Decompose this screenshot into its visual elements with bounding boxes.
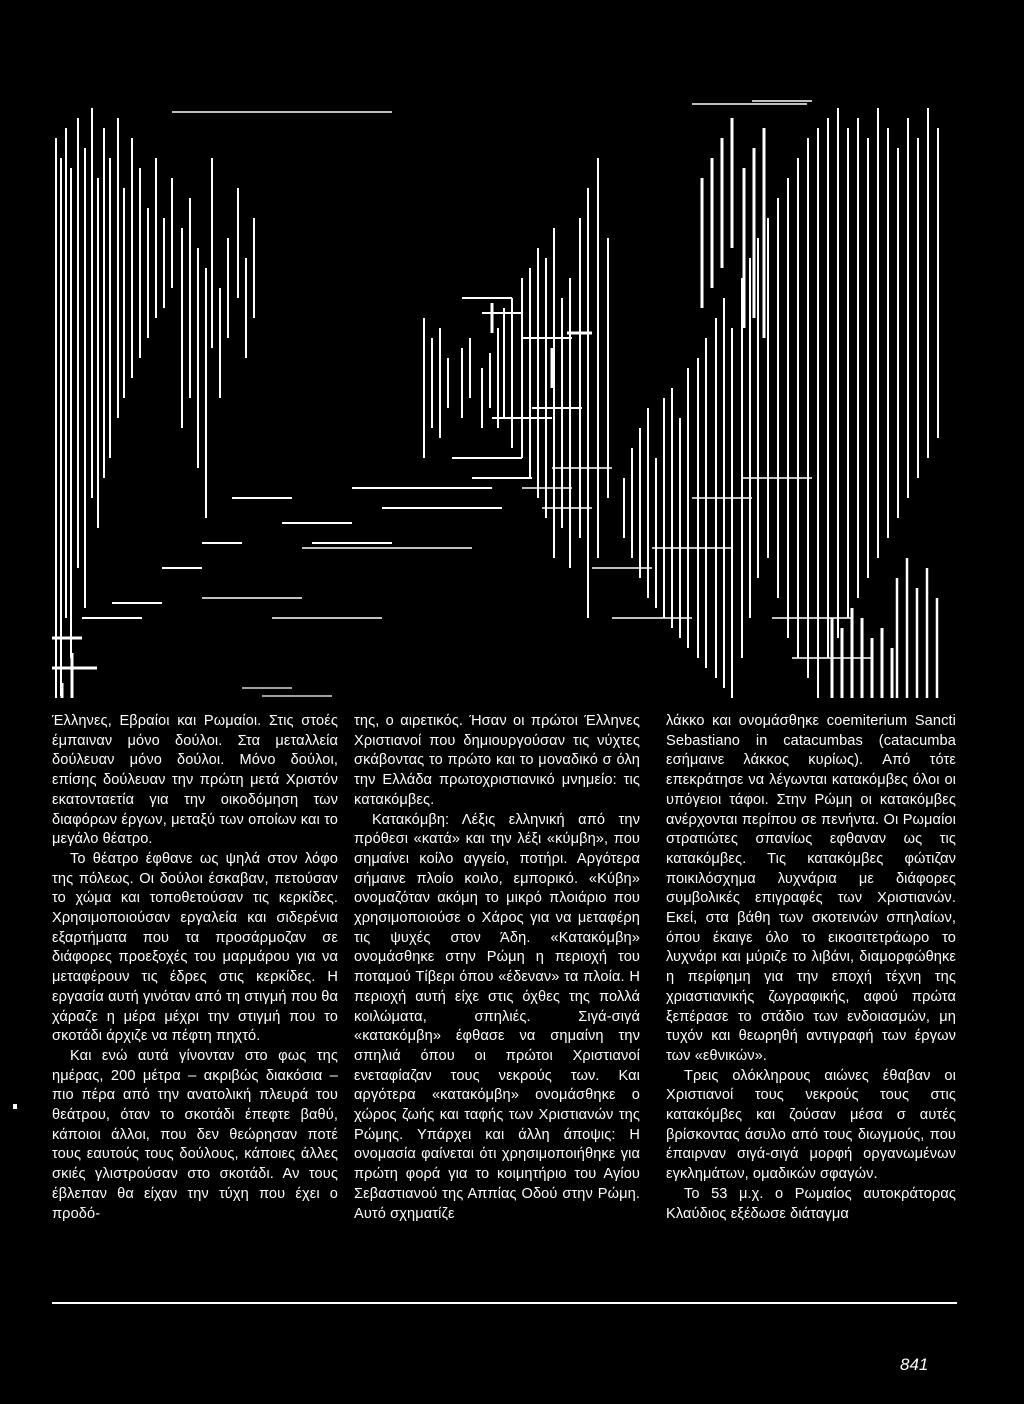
- page-number: 841: [900, 1355, 929, 1374]
- paragraph: Το θέατρο έφθανε ως ψηλά στον λόφο της πόλεως. Οι δούλοι έσκαβαν, πετούσαν το χώμα και τοποθετούσαν τις κερκίδες. Χρησιμοποιούσαν εργαλεία και σιδερένια εξαρτήματα που τα προσάρμοζαν σε διάφορες προεξοχές του μαρμάρου για να μεταφέρουν τις έδρες στις κερκίδες. Η εργασία αυτή γινόταν από τη στιγμή που θα χάραζε η μέρα μέχρι την στιγμή που το σκοτάδι άρχιζε να πέφτη πηχτό.: [52, 850, 338, 1045]
- text-column-3: [666, 712, 956, 1224]
- paragraph: Και ενώ αυτά γίνονταν στο φως της ημέρας, 200 μέτρα – ακριβώς διακόσια – πιο πέρα από την ανατολική πλευρά του θεάτρου, όταν το σκοτάδι έπεφτε βαθύ, κάποιοι άλλοι, που δεν θεώρησαν ποτέ τους εαυτούς τους δούλους, κάποιες άλλες σκιές γλιστρούσαν στο σκοτάδι. Αν τους έβλεπαν θα είχαν την τύχη που έχει ο προδό-: [52, 1047, 338, 1222]
- margin-mark: [13, 1104, 17, 1109]
- footer-rule: [52, 1302, 957, 1304]
- paragraph: Τρεις ολόκληρους αιώνες έθαβαν οι Χριστιανοί τους νεκρούς τους στις κατακόμβες και ζούσαν μέσα σ αυτές βρίσκοντας άσυλο από τους διωγμούς, που έπαιρναν σιγά-σιγά μορφή οργανωμένων εγκλημάτων, ομαδικών σφαγών.: [666, 1067, 956, 1183]
- paragraph: Κατακόμβη: Λέξις ελληνική από την πρόθεσι «κατά» και την λέξι «κύμβη», που σημαίνει κοίλο αγγείο, ποτήρι. Αργότερα σήμαινε πλοίο κοιλο, εμπορικό. «Κύβη» ονομαζόταν ακόμη το μικρό πλοιάριο που χρησιμοποιούσε ο Χάρος για να μεταφέρη τις ψυχές στον Άδη. «Κατακόμβη» ονομάσθηκε στην Ρώμη η περιοχή του ποταμού Τίβερι όπου «έδεναν» τα πλοία. Η περιοχή αυτή είχε στις όχθες της πολλά κοιλώματα, σπηλιές. Σιγά-σιγά «κατακόμβη» έφθασε να σημαίνη την σπηλιά όπου οι πρώτοι Χριστιανοί ενεταφίαζαν τους νεκρούς των. Και αργότερα «κατακόμβη» ονομάσθηκε ο χώρος ζωής και ταφής των Χριστιανών της Ρώμης. Υπάρχει και άλλη άποψις: Η ονομασία φαίνεται ότι χρησιμοποιήθηκε για πρώτη φορά για το κοιμητήριο του Αγίου Σεβαστιανού της Αππίας Οδού στην Ρώμη. Αυτό σχηματίζε: [354, 811, 640, 1222]
- paragraph: της, ο αιρετικός. Ήσαν οι πρώτοι Έλληνες Χριστιανοί που δημιουργούσαν τις νύχτες σκάβοντας το πρώτο και το μοναδικό σ όλη την Ελλάδα πρωτοχριστιανικό μνημείο: τις κατακόμβες.: [354, 713, 640, 808]
- paragraph: Έλληνες, Εβραίοι και Ρωμαίοι. Στις στοές έμπαιναν μόνο δούλοι. Στα μεταλλεία δούλευαν μόνο δούλοι. Μόνο δούλοι, επίσης δούλευαν την πρώτη μετά Χριστόν εκατονταετία για την οικοδόμηση των διαφόρων έργων, μεταξύ των οποίων και το μεγάλο θέατρο.: [52, 713, 338, 848]
- paragraph: Το 53 μ.χ. ο Ρωμαίος αυτοκράτορας Κλαύδιος εξέδωσε διάταγμα: [666, 1185, 956, 1222]
- text-column-2: [354, 712, 640, 1224]
- catacomb-corridor-photo: [52, 98, 942, 698]
- paragraph: λάκκο και ονομάσθηκε coemiterium Sancti Sebastiano in catacumbas (catacumba εσήμαινε λάκκος κυρίως). Από τότε επεκράτησε να λέγωνται κατακόμβες όλοι οι υπόγειοι τάφοι. Στην Ρώμη οι κατακόμβες ανέρχονται περίπου σε πενήντα. Οι Ρωμαίοι στρατιώτες σπανίως εφθαναν ως τις κατακόμβες. Τις κατακόμβες φώτιζαν ποικιλόσχημα λυχνάρια με διάφορες συμβολικές επιγραφές των Χριστιανών. Εκεί, στα βάθη των σκοτεινών σπηλαίων, όπου έκαιγε όλο το εικοσιτετράωρο το λυχνάρι και μύριζε το λιβάνι, διαμορφώθηκε η περίφημη για την εποχή τέχνη της χριαστιανικής ζωγραφικής, αφού πρώτα ξεπέρασε το στάδιο των ενδοιασμών, μη τυχόν και θεωρηθή αντιγραφή των έργων των «εθνικών».: [666, 713, 956, 1064]
- text-column-1: [52, 712, 338, 1224]
